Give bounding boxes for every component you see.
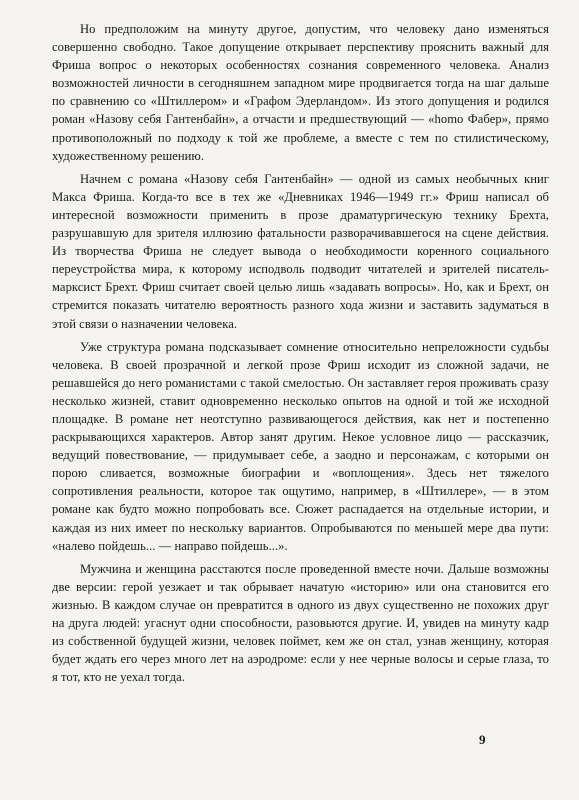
paragraph-2: Начнем с романа «Назову себя Гантенбайн» — одной из самых необычных книг Макса Фриша. Когда-то все в тех же «Дневниках 1946—1949 гг.» Фриш написал об интересной возможности применить в прозе драматургическую технику Брехта, разрушавшую для зрителя иллюзию фатальности разворачивавшегося на сцене действия. Из творчества Фриша не следует вывода о необходимости коренного социального переустройства мира, к которому исподволь подводит читателей и зрителей писатель-марксист Брехт. Фриш считает своей целью лишь «задавать вопросы». Но, как и Брехт, он стремится показать читателю вероятность разного хода жизни и заставить задуматься в этой связи о назначении человека.	[52, 171, 549, 331]
body-text	[52, 20, 549, 691]
paragraph-4: Мужчина и женщина расстаются после проведенной вместе ночи. Дальше возможны две версии: герой уезжает и так обрывает начатую «историю» или она становится его жизнью. В каждом случае он превратится в одного из двух существенно не похожих друг на друга людей: угаснут одни способности, разовьются другие. И, увидев на минуту кадр из собственной будущей жизни, человек поймет, кем же он стал, узнав женщину, которая будет ждать его через много лет на аэродроме: если у нее черные волосы и серые глаза, то я тот, кто не уехал тогда.	[52, 561, 549, 685]
page-number: 9	[479, 732, 486, 747]
paragraph-1: Но предположим на минуту другое, допустим, что человеку дано изменяться совершенно свободно. Такое допущение открывает перспективу прояснить важный для Фриша вопрос о некоторых особенностях сознания современного человека. Анализ возможностей личности в сегодняшнем западном мире продвигается тогда на шаг дальше по сравнению со «Штиллером» и «Графом Эдерландом». Из этого допущения и родился роман «Назову себя Гантенбайн», а отчасти и предшествующий — «homo Фабер», прямо противоположный по подходу к той же проблеме, а вместе с тем по стилистическому, художественному решению.	[52, 22, 549, 163]
paragraph-3: Уже структура романа подсказывает сомнение относительно непреложности судьбы человека. В своей прозрачной и легкой прозе Фриш исходит из сложной задачи, не решавшейся до него романистами с такой смелостью. Он заставляет героя проживать сразу несколько жизней, ставит одновременно несколько опытов на одной и той же исходной площадке. В романе нет неотступно развивающегося действия, как нет и постепенно раскрывающихся характеров. Автор занят другим. Некое условное лицо — рассказчик, ведущий повествование, — придумывает себе, а заодно и персонажам, с которыми он порою сливается, возможные биографии и «воплощения». Здесь нет тяжелого сопротивления реальности, которое так ощутимо, например, в «Штиллере», — в этом романе как будто можно попробовать все. Сюжет распадается на отдельные истории, и каждая из них имеет по нескольку вариантов. Опробываются по меньшей мере два пути: «налево пойдешь... — направо пойдешь...».	[52, 339, 549, 553]
